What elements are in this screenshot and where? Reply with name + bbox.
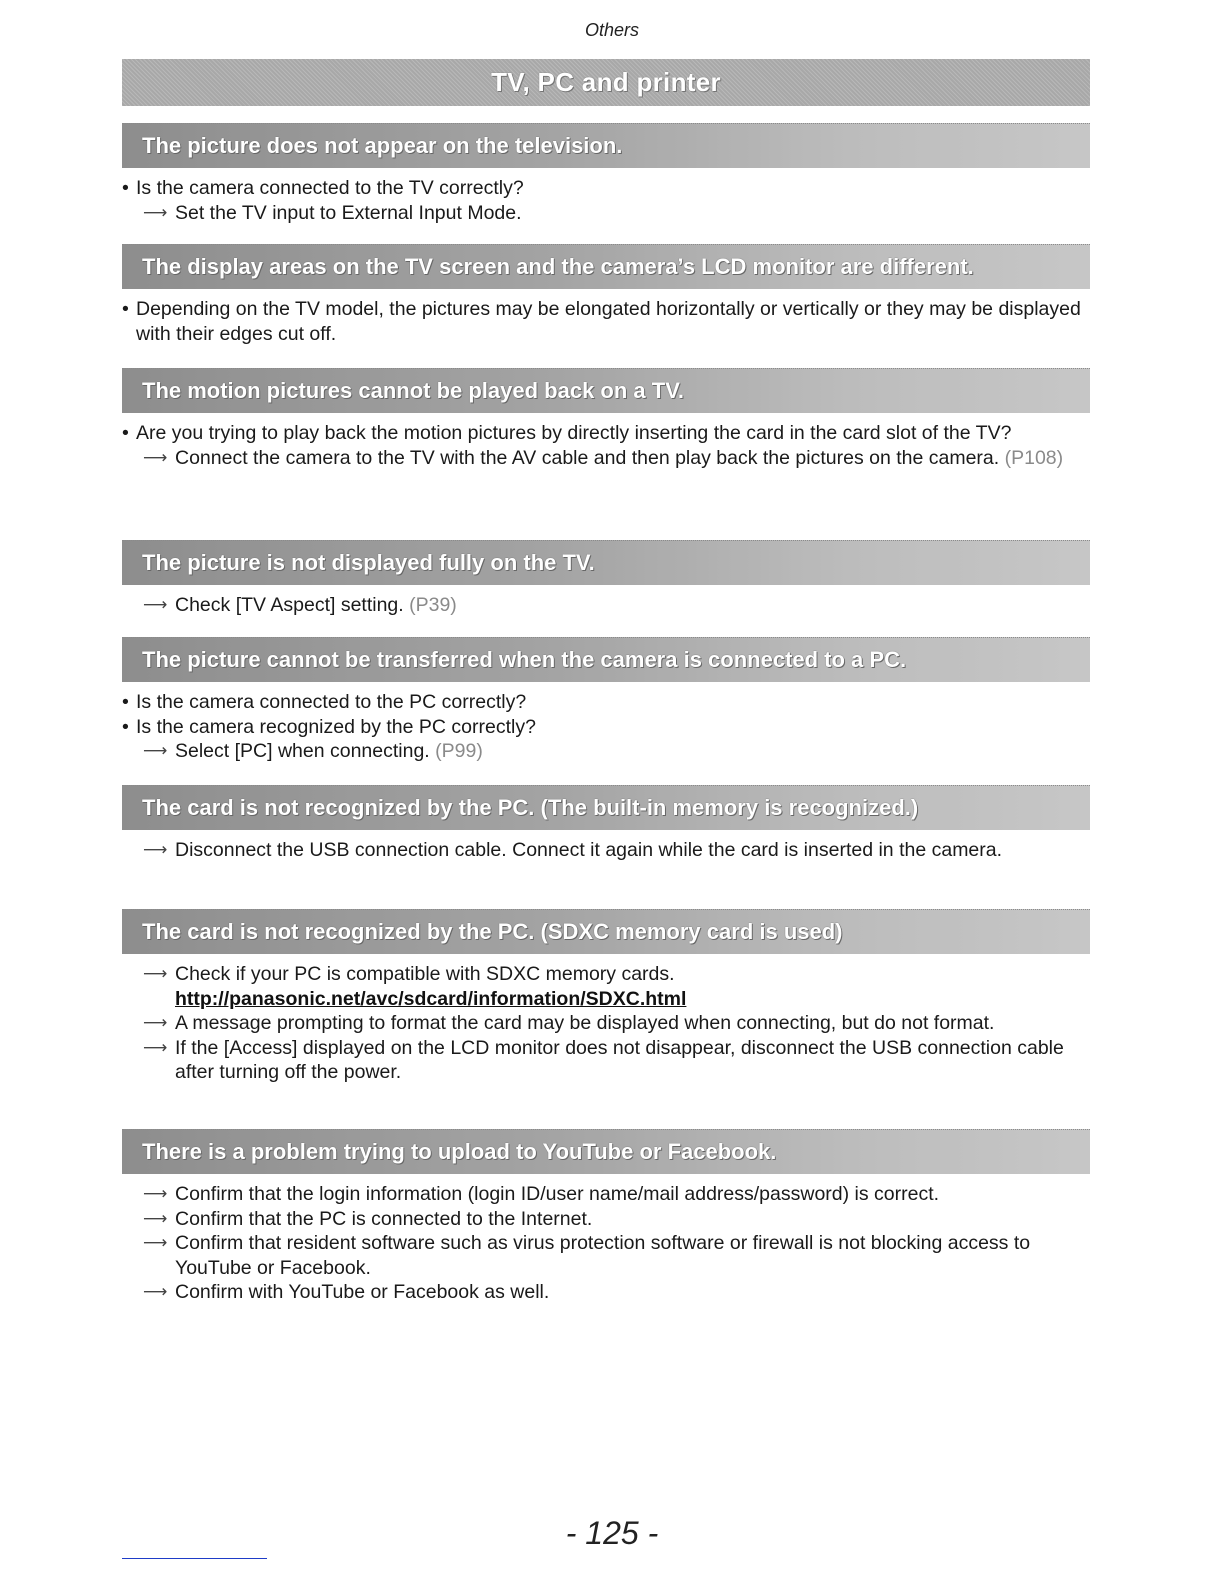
- item-text: Are you trying to play back the motion pictures by directly inserting the card in the card slot of the TV?: [136, 422, 1012, 444]
- arrow-right-icon: ⟶: [143, 840, 168, 859]
- section-card-not-recognized-sdxc: [122, 909, 1090, 1085]
- arrow-right-icon: ⟶: [143, 964, 168, 983]
- section-heading-text: The card is not recognized by the PC. (The built-in memory is recognized.): [142, 795, 919, 820]
- section-pc-transfer: [122, 637, 1090, 764]
- item-text: Check if your PC is compatible with SDXC memory cards.: [175, 963, 675, 985]
- section-tv-no-picture: [122, 123, 1090, 225]
- section-heading: [122, 785, 1090, 830]
- section-card-not-recognized-builtin: [122, 785, 1090, 863]
- list-item: [122, 1280, 1090, 1305]
- section-motion-pictures-tv: [122, 368, 1090, 470]
- section-heading: [122, 368, 1090, 413]
- page-reference[interactable]: (P108): [1004, 446, 1064, 469]
- item-text: A message prompting to format the card may be displayed when connecting, but do not format.: [175, 1012, 995, 1034]
- list-item: [122, 1231, 1090, 1280]
- section-heading: [122, 637, 1090, 682]
- section-heading-text: The picture does not appear on the television.: [142, 133, 623, 158]
- item-text: If the [Access] displayed on the LCD monitor does not disappear, disconnect the USB connection cable after turning off the power.: [175, 1036, 1064, 1083]
- list-item: [122, 739, 1090, 764]
- list-item: [122, 297, 1090, 346]
- list-item: [122, 838, 1090, 863]
- item-text: Depending on the TV model, the pictures may be elongated horizontally or vertically or they may be displayed with their edges cut off.: [136, 298, 1081, 345]
- arrow-right-icon: ⟶: [143, 1037, 168, 1057]
- chapter-banner: [122, 59, 1090, 106]
- item-text: Is the camera connected to the PC correctly?: [136, 691, 527, 713]
- arrow-right-icon: ⟶: [143, 595, 168, 614]
- item-text: Disconnect the USB connection cable. Connect it again while the card is inserted in the camera.: [175, 839, 1003, 861]
- section-heading: [122, 1129, 1090, 1174]
- list-item: [122, 421, 1090, 446]
- list-item: [122, 593, 1090, 618]
- section-display-areas-differ: [122, 244, 1090, 346]
- section-heading-text: There is a problem trying to upload to YouTube or Facebook.: [142, 1139, 777, 1164]
- section-heading: [122, 540, 1090, 585]
- item-text: Check [TV Aspect] setting.: [175, 594, 404, 616]
- list-item: [122, 690, 1090, 715]
- section-heading: [122, 244, 1090, 289]
- item-text: Connect the camera to the TV with the AV cable and then play back the pictures on the camera.: [175, 446, 1000, 469]
- list-item: [122, 201, 1090, 226]
- item-text: Set the TV input to External Input Mode.: [175, 201, 522, 224]
- arrow-right-icon: ⟶: [143, 1282, 168, 1301]
- arrow-right-icon: ⟶: [143, 1013, 168, 1032]
- section-heading-text: The motion pictures cannot be played back on a TV.: [142, 378, 684, 403]
- list-item: [122, 962, 1090, 1011]
- arrow-right-icon: ⟶: [143, 1233, 168, 1252]
- list-item: [122, 1011, 1090, 1036]
- running-head: Others: [584, 20, 640, 40]
- item-text: Confirm that resident software such as virus protection software or firewall is not blocking access to YouTube or Facebook.: [175, 1232, 1031, 1279]
- list-item: [122, 176, 1090, 201]
- item-text: Confirm that the login information (login ID/user name/mail address/password) is correct.: [175, 1183, 940, 1205]
- arrow-right-icon: ⟶: [143, 447, 168, 467]
- page-number: - 125 -: [565, 1515, 659, 1551]
- item-text: Is the camera connected to the TV correctly?: [136, 177, 524, 199]
- section-heading: [122, 123, 1090, 168]
- list-item: [122, 1182, 1090, 1207]
- section-heading-text: The card is not recognized by the PC. (SDXC memory card is used): [142, 919, 843, 944]
- section-heading-text: The picture cannot be transferred when the camera is connected to a PC.: [142, 647, 907, 672]
- list-item: [122, 446, 1090, 471]
- section-picture-not-fully-displayed: [122, 540, 1090, 618]
- list-item: [122, 1207, 1090, 1232]
- item-text: Confirm with YouTube or Facebook as well.: [175, 1281, 550, 1303]
- section-heading: [122, 909, 1090, 954]
- list-item: [122, 715, 1090, 740]
- item-text: Confirm that the PC is connected to the Internet.: [175, 1207, 593, 1230]
- footer-divider: [122, 1558, 267, 1559]
- section-upload-problem: [122, 1129, 1090, 1305]
- item-text: Select [PC] when connecting.: [175, 740, 430, 762]
- page-reference[interactable]: (P99): [435, 740, 483, 762]
- sdxc-info-link[interactable]: http://panasonic.net/avc/sdcard/information/SDXC.html: [175, 987, 687, 1010]
- item-text: Is the camera recognized by the PC correctly?: [136, 715, 536, 738]
- arrow-right-icon: ⟶: [143, 1208, 168, 1228]
- arrow-right-icon: ⟶: [143, 741, 168, 760]
- section-heading-text: The display areas on the TV screen and the camera’s LCD monitor are different.: [142, 254, 974, 279]
- page-reference[interactable]: (P39): [409, 594, 457, 616]
- banner-title: TV, PC and printer: [491, 67, 721, 97]
- list-item: [122, 1036, 1090, 1085]
- section-heading-text: The picture is not displayed fully on the TV.: [142, 550, 595, 575]
- arrow-right-icon: ⟶: [143, 202, 168, 222]
- arrow-right-icon: ⟶: [143, 1184, 168, 1203]
